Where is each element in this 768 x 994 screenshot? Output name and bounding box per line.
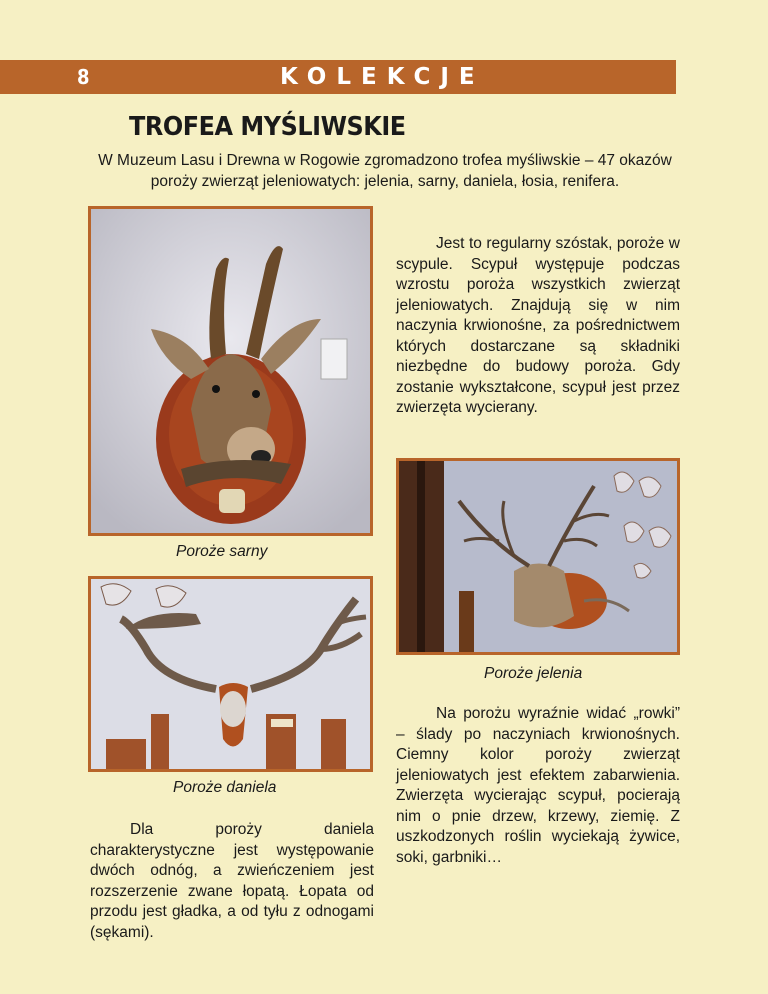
grooves-paragraph: Na porożu wyraźnie widać „rowki” – ślady po naczyniach krwionośnych. Ciemny kolor poroży zwierząt jeleniowatych jest efektem zabarwienia. Zwierzęta wycierając scypuł, pocierają nim o pnie drzew, krzewy, ziemię. Z uszkodzonych roślin wyciekają żywice, soki, garbniki…: [396, 705, 680, 866]
fallow-deer-paragraph: Dla poroży daniela charakterystyczne jest występowanie dwóch odnóg, a zwieńczeniem jest rozszerzenie zwane łopatą. Łopata od przodu jest gładka, a od tyłu z odnogami (sękami).: [90, 821, 374, 941]
velvet-paragraph: Jest to regularny szóstak, poroże w scypule. Scypuł występuje podczas wzrostu poroża wszystkich zwierząt jeleniowatych. Znajdują się w nim naczynia krwionośne, za pośrednictwem których dostarczane są składniki niezbędne do budowy poroża. Gdy zostanie wykształcone, scypuł jest przez zwierzęta wycierany.: [396, 235, 680, 416]
red-deer-trophy-photo: [396, 458, 680, 655]
roe-deer-caption: Poroże sarny: [176, 543, 268, 560]
article-title: TROFEA MYŚLIWSKIE: [129, 112, 406, 142]
intro-paragraph: W Muzeum Lasu i Drewna w Rogowie zgromadzono trofea myśliwskie – 47 okazów poroży zwierząt jeleniowatych: jelenia, sarny, daniela, łosia, renifera.: [98, 152, 672, 190]
roe-deer-trophy-photo: [88, 206, 373, 536]
section-title: KOLEKCJE: [280, 64, 485, 90]
page-number: 8: [77, 65, 90, 89]
section-header-bar: [0, 60, 676, 94]
fallow-deer-trophy-photo: [88, 576, 373, 772]
red-deer-caption: Poroże jelenia: [484, 665, 583, 682]
fallow-deer-caption: Poroże daniela: [173, 779, 277, 796]
